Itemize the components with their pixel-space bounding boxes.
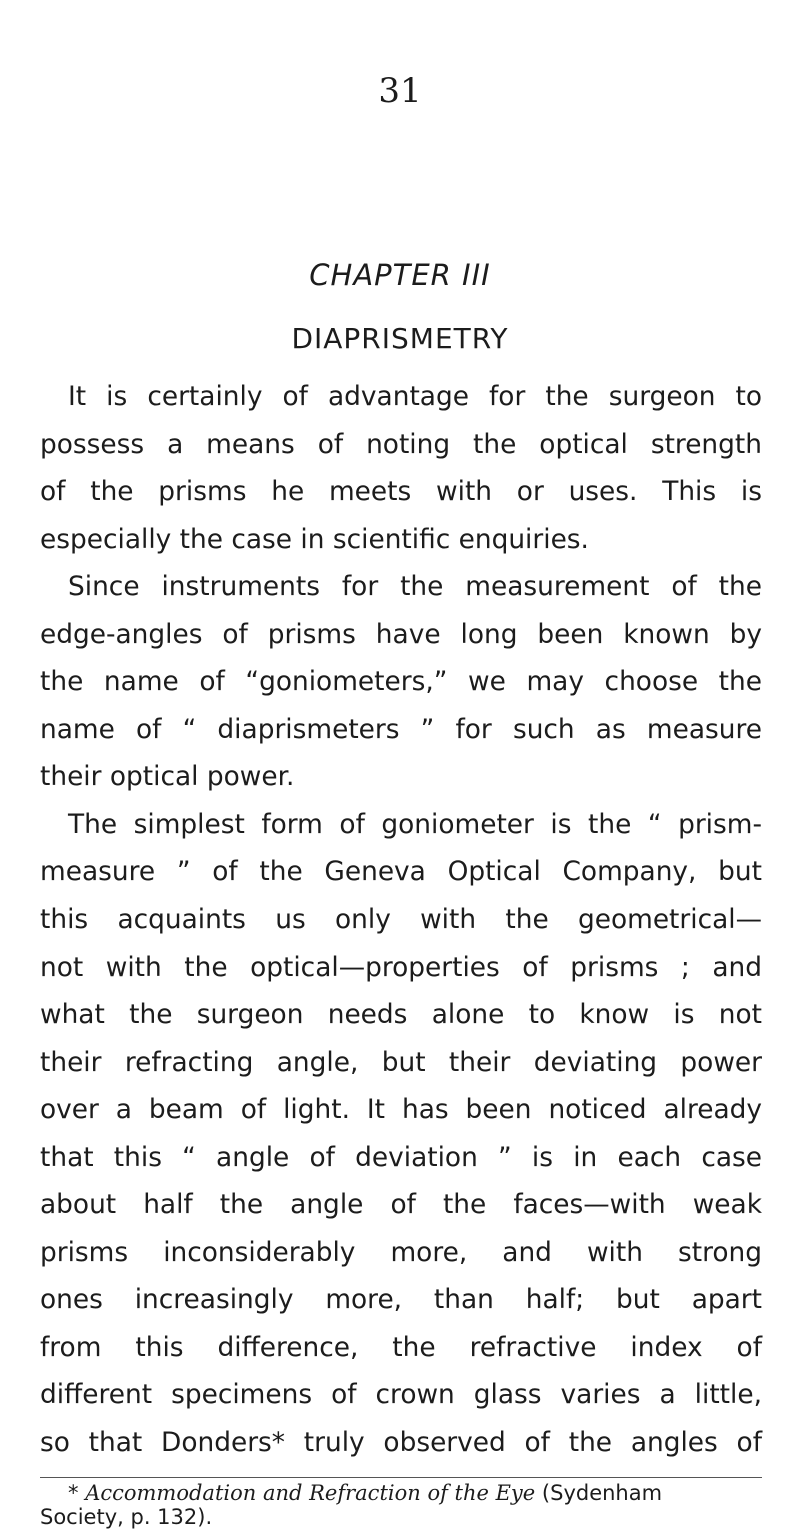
text-line: not with the optical—properties of prisms ; and (40, 951, 762, 983)
footnote-line (40, 1481, 762, 1505)
text-line: their optical power. (40, 761, 295, 793)
page-number: 31 (378, 71, 422, 111)
text-line: especially the case in scientific enquiries. (40, 523, 589, 555)
footnote-line: Society, p. 132). (40, 1505, 213, 1529)
text-line: over a beam of light. It has been noticed already (40, 1094, 762, 1126)
text-line: The simplest form of goniometer is the “ prism- (68, 808, 762, 840)
text-line: that this “ angle of deviation ” is in each case (40, 1141, 762, 1173)
text-line: name of “ diaprismeters ” for such as measure (40, 713, 762, 745)
footnote-rest: (Sydenham (541, 1481, 663, 1505)
text-line: different specimens of crown glass varies a little, (40, 1379, 762, 1411)
text-line: what the surgeon needs alone to know is not (40, 999, 762, 1031)
text-line: so that Donders* truly observed of the angles of (40, 1427, 762, 1459)
text-line: of the prisms he meets with or uses. This is (40, 476, 762, 508)
text-line: edge-angles of prisms have long been known by (40, 618, 762, 650)
text-line: ones increasingly more, than half; but apart (40, 1284, 762, 1316)
text-line: from this difference, the refractive index of (40, 1331, 762, 1363)
text-line: the name of “goniometers,” we may choose the (40, 666, 762, 698)
text-line: possess a means of noting the optical strength (40, 428, 762, 460)
text-line: Since instruments for the measurement of the (68, 571, 762, 603)
footnote-title: Accommodation and Refraction of the Eye (85, 1481, 536, 1505)
chapter-title: DIAPRISMETRY (291, 322, 509, 355)
footnote-divider (40, 1477, 762, 1478)
text-line: this acquaints us only with the geometrical— (40, 904, 762, 936)
text-line: It is certainly of advantage for the surgeon to (68, 381, 762, 412)
text-line: prisms inconsiderably more, and with strong (40, 1236, 762, 1268)
text-line: their refracting angle, but their deviating power (40, 1046, 762, 1078)
footnote (40, 1481, 762, 1529)
chapter-label: CHAPTER III (309, 258, 491, 292)
footnote-marker: * (68, 1481, 79, 1505)
text-line: measure ” of the Geneva Optical Company, but (40, 856, 762, 888)
text-line: about half the angle of the faces—with weak (40, 1189, 762, 1221)
body-text (40, 373, 762, 1467)
